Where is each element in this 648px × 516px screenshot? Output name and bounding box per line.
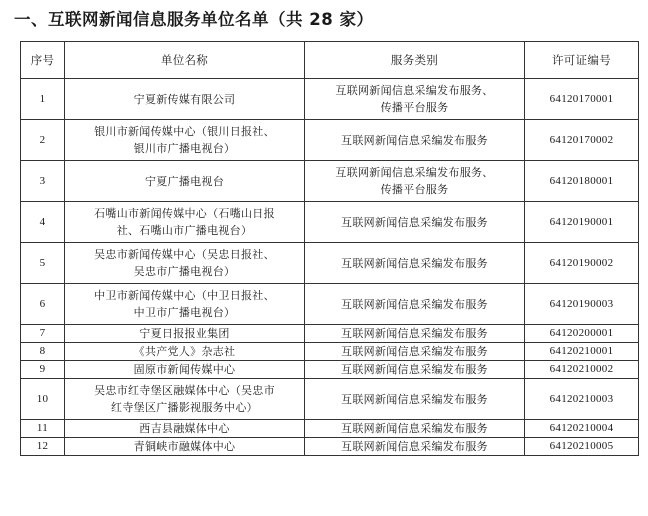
service-type-cell [305,284,525,325]
table-row [21,361,639,379]
unit-name-line: 固原市新闻传媒中心 [133,363,236,376]
header-service-type: 服务类别 [305,42,525,79]
unit-name-line: 石嘴山市新闻传媒中心（石嘴山日报 [94,207,275,220]
seq-cell: 8 [21,343,65,361]
seq-cell: 10 [21,379,65,420]
unit-name-cell [65,202,305,243]
seq-cell: 6 [21,284,65,325]
service-type-line: 互联网新闻信息采编发布服务、 [335,166,494,179]
unit-name-cell [65,361,305,379]
table-row [21,284,639,325]
license-number-cell: 64120210003 [525,379,639,420]
service-type-cell [305,379,525,420]
service-type-cell [305,202,525,243]
unit-name-cell [65,243,305,284]
unit-name-cell [65,343,305,361]
service-type-line: 互联网新闻信息采编发布服务 [341,215,488,229]
seq-cell: 5 [21,243,65,284]
unit-name-cell [65,379,305,420]
unit-name-line: 吴忠市新闻传媒中心（吴忠日报社、 [94,248,275,261]
unit-name-cell [65,325,305,343]
unit-name-line: 宁夏日报报业集团 [139,327,230,340]
unit-name-line: 银川市新闻传媒中心（银川日报社、 [94,125,275,138]
license-number-cell: 64120190002 [525,243,639,284]
service-type-line: 互联网新闻信息采编发布服务 [341,327,488,340]
table-row [21,420,639,438]
unit-name-cell [65,438,305,456]
license-number-cell: 64120210001 [525,343,639,361]
table-row [21,161,639,202]
table-row [21,325,639,343]
table-row [21,379,639,420]
header-unit-name: 单位名称 [65,42,305,79]
service-type-line: 互联网新闻信息采编发布服务 [341,345,488,358]
service-type-cell [305,161,525,202]
table-row [21,343,639,361]
service-type-cell [305,79,525,120]
service-type-cell [305,325,525,343]
license-number-cell: 64120210002 [525,361,639,379]
seq-cell: 2 [21,120,65,161]
registry-table [20,41,639,456]
table-row [21,243,639,284]
header-license-number: 许可证编号 [525,42,639,79]
service-type-cell [305,120,525,161]
unit-name-cell [65,420,305,438]
unit-name-line: 西吉县融媒体中心 [139,422,230,435]
seq-cell: 11 [21,420,65,438]
license-number-cell: 64120170001 [525,79,639,120]
seq-cell: 9 [21,361,65,379]
table-body [21,79,639,456]
table-row [21,79,639,120]
unit-name-line: 吴忠市红寺堡区融媒体中心（吴忠市 [94,384,275,397]
unit-name-line: 中卫市新闻传媒中心（中卫日报社、 [94,289,275,302]
service-type-line: 互联网新闻信息采编发布服务 [341,133,488,147]
unit-name-line: 吴忠市广播电视台） [133,265,236,278]
unit-name-line: 宁夏新传媒有限公司 [133,92,236,106]
unit-name-line: 银川市广播电视台） [133,142,236,155]
seq-cell: 1 [21,79,65,120]
service-type-line: 互联网新闻信息采编发布服务 [341,422,488,435]
unit-name-cell [65,79,305,120]
service-type-cell [305,243,525,284]
license-number-cell: 64120210004 [525,420,639,438]
seq-cell: 4 [21,202,65,243]
service-type-line: 传播平台服务 [380,101,449,114]
license-number-cell: 64120190001 [525,202,639,243]
license-number-cell: 64120200001 [525,325,639,343]
license-number-cell: 64120180001 [525,161,639,202]
unit-name-line: 青铜峡市融媒体中心 [133,440,236,453]
table-row [21,438,639,456]
license-number-cell: 64120210005 [525,438,639,456]
service-type-line: 互联网新闻信息采编发布服务 [341,297,488,311]
unit-name-line: 红寺堡区广播影视服务中心） [111,401,258,414]
unit-name-cell [65,284,305,325]
service-type-line: 传播平台服务 [380,183,449,196]
seq-cell: 3 [21,161,65,202]
page-title: 一、互联网新闻信息服务单位名单（共 28 家） [14,10,374,29]
service-type-cell [305,438,525,456]
license-number-cell: 64120170002 [525,120,639,161]
unit-name-line: 社、石嘴山市广播电视台） [116,224,253,237]
license-number-cell: 64120190003 [525,284,639,325]
table-row [21,120,639,161]
service-type-cell [305,343,525,361]
service-type-line: 互联网新闻信息采编发布服务 [341,440,488,453]
unit-name-cell [65,161,305,202]
table-header-row [21,42,639,79]
service-type-line: 互联网新闻信息采编发布服务 [341,256,488,270]
service-type-cell [305,420,525,438]
service-type-cell [305,361,525,379]
service-type-line: 互联网新闻信息采编发布服务、 [335,84,494,97]
seq-cell: 12 [21,438,65,456]
unit-name-line: 宁夏广播电视台 [144,174,225,188]
unit-name-line: 《共产党人》杂志社 [133,345,236,358]
service-type-line: 互联网新闻信息采编发布服务 [341,392,488,406]
unit-name-line: 中卫市广播电视台） [133,306,236,319]
service-type-line: 互联网新闻信息采编发布服务 [341,363,488,376]
unit-name-cell [65,120,305,161]
seq-cell: 7 [21,325,65,343]
header-seq: 序号 [21,42,65,79]
table-row [21,202,639,243]
